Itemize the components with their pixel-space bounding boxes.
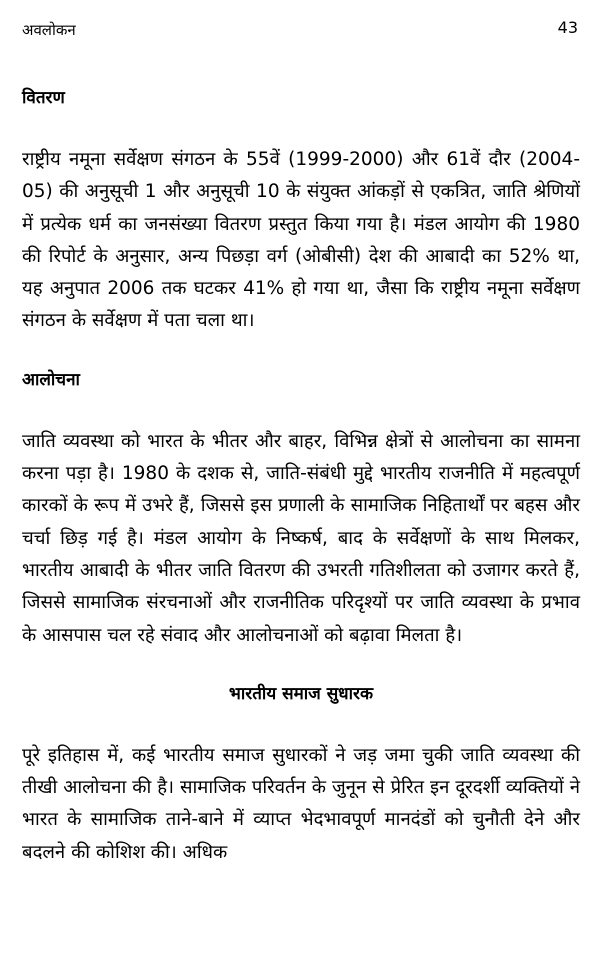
paragraph-distribution: राष्ट्रीय नमूना सर्वेक्षण संगठन के 55वें (1999-2000) और 61वें दौर (2004-05) की अनुसूची 1 और अनुसूची 10 के संयुक्त आंकड़ों से एकत्रित, जाति श्रेणियों में प्रत्येक धर्म का जनसंख्या वितरण प्रस्तुत किया गया है। मंडल आयोग की 1980 की रिपोर्ट के अनुसार, अन्य पिछड़ा वर्ग (ओबीसी) देश की आबादी का 52% था, यह अनुपात 2006 तक घटकर 41% हो गया था, जैसा कि राष्ट्रीय नमूना सर्वेक्षण संगठन के सर्वेक्षण में पता चला था। bbox=[22, 149, 580, 332]
page-number: 43 bbox=[557, 18, 578, 37]
section-criticism bbox=[22, 366, 580, 652]
section-heading-distribution: वितरण bbox=[22, 88, 65, 108]
section-heading-criticism: आलोचना bbox=[22, 369, 80, 390]
paragraph-criticism: जाति व्यवस्था को भारत के भीतर और बाहर, विभिन्न क्षेत्रों से आलोचना का सामना करना पड़ा है। 1980 के दशक से, जाति-संबंधी मुद्दे भारतीय राजनीति में महत्वपूर्ण कारकों के रूप में उभरे हैं, जिससे इस प्रणाली के सामाजिक निहितार्थों पर बहस और चर्चा छिड़ गई है। मंडल आयोग के निष्कर्ष, बाद के सर्वेक्षणों के साथ मिलकर, भारतीय आबादी के भीतर जाति वितरण की उभरती गतिशीलता को उजागर करते हैं, जिससे सामाजिक संरचनाओं और राजनीतिक परिदृश्यों पर जाति व्यवस्था के प्रभाव के आसपास चल रहे संवाद और आलोचनाओं को बढ़ावा मिलता है। bbox=[22, 430, 580, 646]
section-reformers bbox=[22, 680, 580, 869]
page-body bbox=[22, 84, 580, 869]
running-header bbox=[22, 18, 578, 42]
section-distribution bbox=[22, 84, 580, 338]
running-title: अवलोकन bbox=[22, 21, 76, 39]
section-heading-reformers: भारतीय समाज सुधारक bbox=[228, 683, 374, 704]
paragraph-reformers: पूरे इतिहास में, कई भारतीय समाज सुधारकों ने जड़ जमा चुकी जाति व्यवस्था की तीखी आलोचना की है। सामाजिक परिवर्तन के जुनून से प्रेरित इन दूरदर्शी व्यक्तियों ने भारत के सामाजिक ताने-बाने में व्याप्त भेदभावपूर्ण मानदंडों को चुनौती देने और बदलने की कोशिश की। अधिक bbox=[22, 744, 580, 863]
